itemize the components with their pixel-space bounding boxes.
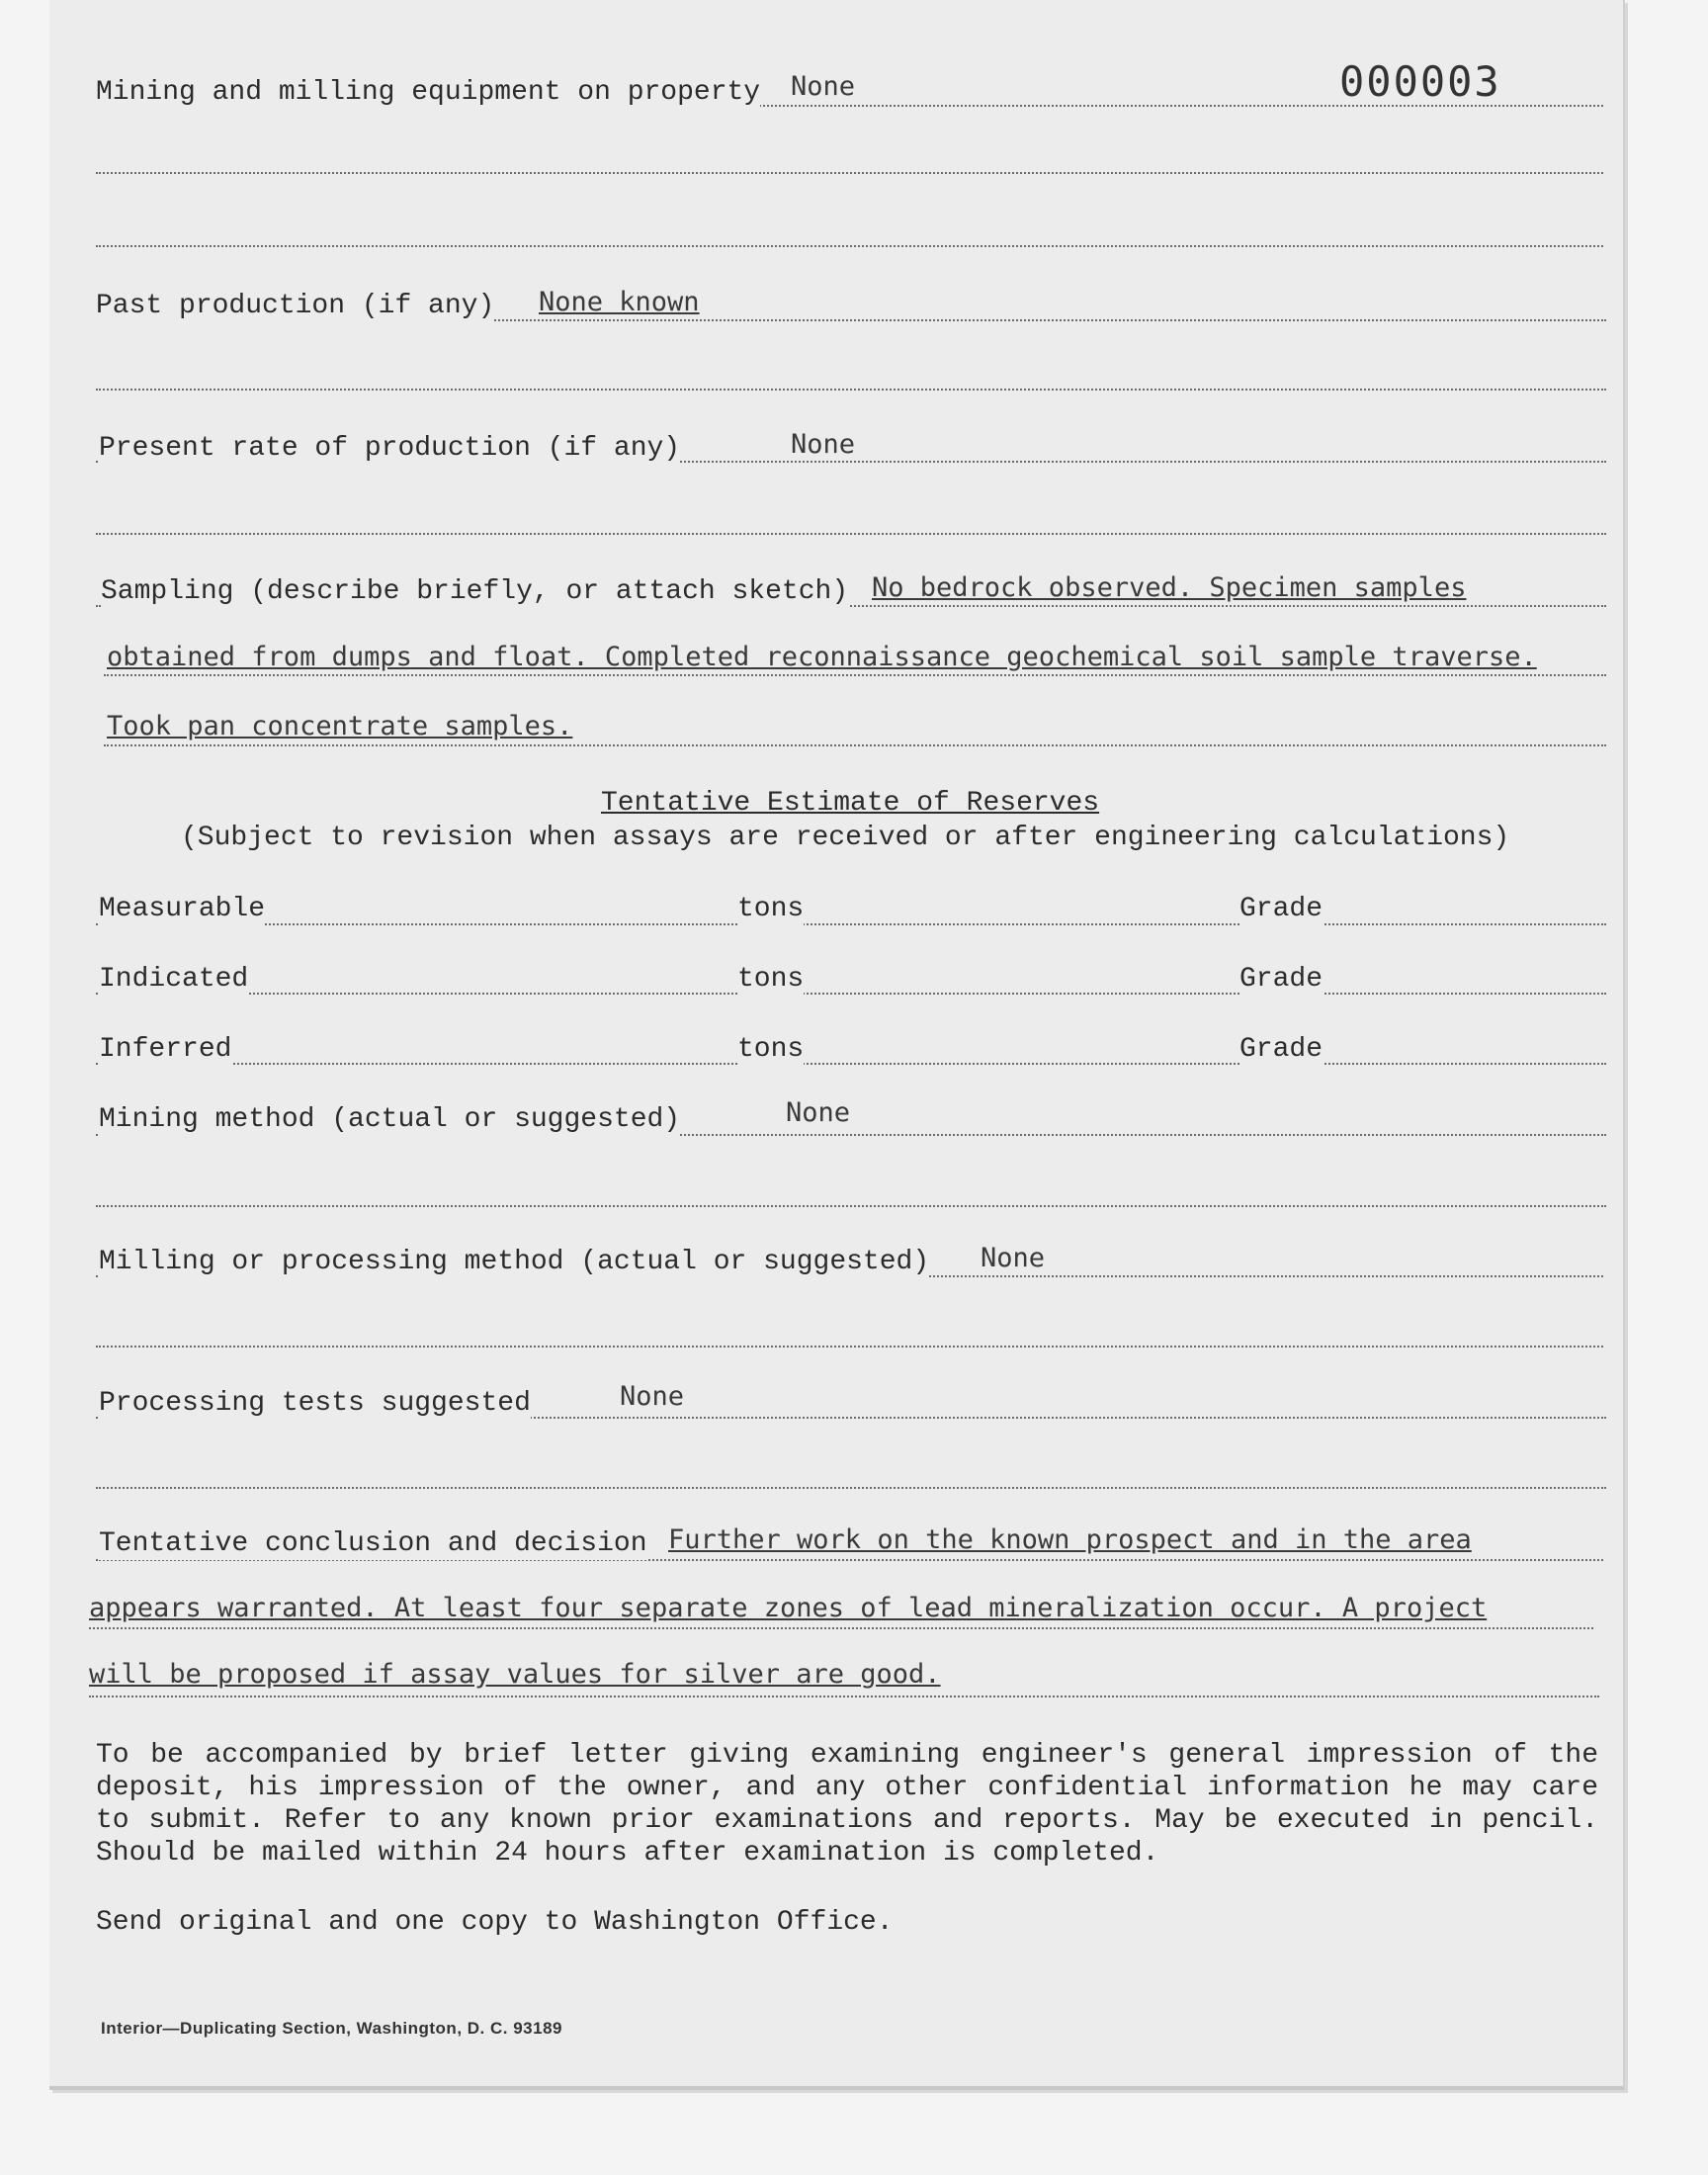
blank-line [96, 493, 1606, 535]
conclusion-text-3: will be proposed if assay values for silver are good. [89, 1659, 941, 1690]
present-rate-value: None [791, 429, 856, 460]
conclusion-text-1: Further work on the known prospect and in the area [668, 1524, 1472, 1555]
sampling-text-1: No bedrock observed. Specimen samples [872, 572, 1467, 603]
inferred-label: Inferred [99, 1034, 232, 1065]
processing-tests-value: None [620, 1381, 685, 1412]
reserves-heading: Tentative Estimate of Reserves [601, 788, 1100, 819]
measurable-label: Measurable [99, 894, 266, 924]
processing-tests-label: Processing tests suggested [99, 1388, 531, 1419]
measurable-line [96, 884, 1606, 925]
milling-method-value: None [981, 1243, 1046, 1273]
past-production-value: None known [539, 287, 700, 317]
blank-line [96, 206, 1603, 247]
indicated-line [96, 953, 1606, 995]
present-rate-label: Present rate of production (if any) [99, 433, 681, 464]
sampling-label: Sampling (describe briefly, or attach sketch) [101, 576, 849, 607]
blank-line [96, 1306, 1603, 1348]
measurable-tons-label: tons [737, 894, 805, 924]
mining-method-value: None [786, 1097, 851, 1128]
blank-line [96, 132, 1603, 174]
past-production-label: Past production (if any) [96, 291, 495, 321]
conclusion-label: Tentative conclusion and decision [99, 1528, 647, 1559]
inferred-grade-label: Grade [1239, 1034, 1324, 1065]
inferred-tons-label: tons [737, 1034, 805, 1065]
equipment-value: None [791, 71, 856, 102]
blank-line [96, 1447, 1606, 1489]
sampling-text-2: obtained from dumps and float. Completed reconnaissance geochemical soil sample traverse. [107, 642, 1537, 672]
indicated-grade-label: Grade [1239, 964, 1324, 995]
blank-line [96, 1166, 1606, 1207]
mining-method-label: Mining method (actual or suggested) [99, 1104, 681, 1135]
printer-imprint: Interior—Duplicating Section, Washington, D. C. 93189 [101, 2019, 562, 2038]
conclusion-text-2: appears warranted. At least four separate zones of lead mineralization occur. A project [89, 1593, 1488, 1623]
inferred-line [96, 1023, 1606, 1065]
indicated-tons-label: tons [737, 964, 805, 995]
reserves-subheading: (Subject to revision when assays are received or after engineering calculations) [181, 823, 1510, 853]
instructions-paragraph: To be accompanied by brief letter giving examining engineer's general impression of the deposit, his impression of the owner, and any other confidential information he may care to submit. Refer to any known prior examinations and reports. May be executed in pencil. Should be mailed within 24 hours after examination is completed. [96, 1740, 1598, 1869]
measurable-grade-label: Grade [1239, 894, 1324, 924]
send-note: Send original and one copy to Washington Office. [96, 1907, 894, 1938]
blank-line [96, 349, 1606, 391]
document-number: 000003 [1339, 57, 1501, 106]
indicated-label: Indicated [99, 964, 249, 995]
sampling-text-3: Took pan concentrate samples. [107, 711, 573, 741]
milling-method-label: Milling or processing method (actual or suggested) [99, 1247, 930, 1277]
equipment-label: Mining and milling equipment on property [96, 77, 761, 108]
